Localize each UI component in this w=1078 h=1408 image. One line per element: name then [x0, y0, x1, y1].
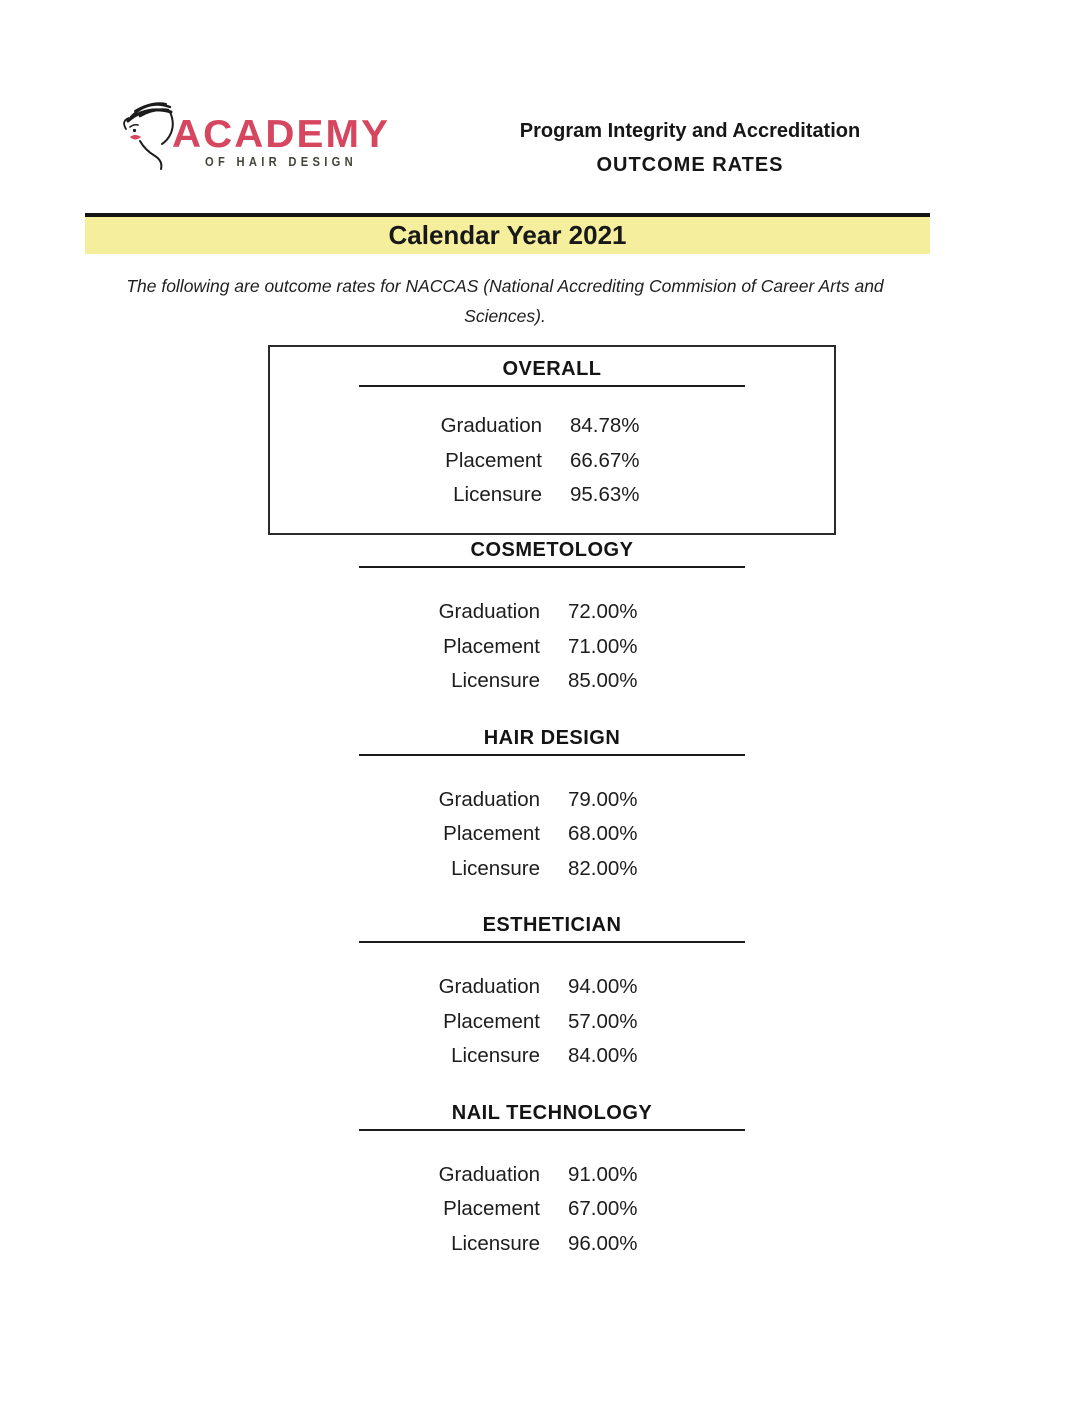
section-hair-design: [268, 727, 836, 891]
rate-row: [268, 787, 836, 822]
calendar-year-banner: [85, 213, 930, 254]
rate-label: Placement: [445, 448, 542, 472]
rate-rows: [270, 413, 834, 517]
rate-row: [268, 599, 836, 634]
rate-value: 57.00%: [568, 1009, 638, 1033]
rate-row: [268, 856, 836, 891]
rate-value: 91.00%: [568, 1162, 638, 1186]
rate-row: [268, 1162, 836, 1197]
section-cosmetology: [268, 539, 836, 703]
header-subtitle: OUTCOME RATES: [596, 154, 784, 176]
rate-value: 94.00%: [568, 975, 638, 998]
title-underline: [359, 566, 745, 568]
rate-label: Licensure: [451, 1231, 540, 1255]
rate-value: 79.00%: [568, 787, 638, 811]
rate-value: 66.67%: [570, 448, 640, 472]
rate-value: 95.63%: [570, 483, 640, 506]
logo-tagline: OF HAIR DESIGN: [205, 154, 357, 169]
title-underline: [359, 941, 745, 943]
rate-label: Placement: [443, 822, 540, 845]
rate-row: [268, 974, 836, 1009]
logo-wordmark: ACADEMY: [172, 113, 390, 156]
rate-label: Graduation: [438, 975, 540, 998]
document-header: [440, 114, 940, 182]
title-underline: [359, 1129, 745, 1131]
section-nail-technology: [268, 1102, 836, 1266]
rate-value: 68.00%: [568, 822, 638, 845]
rate-row: [268, 1231, 836, 1266]
rate-label: Placement: [443, 1009, 540, 1033]
rate-value: 72.00%: [568, 600, 638, 623]
section-overall: [268, 345, 836, 535]
rate-value: 85.00%: [568, 669, 638, 692]
intro-line-2: Sciences).: [464, 306, 546, 326]
rate-label: Graduation: [440, 414, 542, 437]
rate-row: [268, 634, 836, 669]
banner-label: Calendar Year 2021: [388, 220, 627, 250]
rate-value: 82.00%: [568, 856, 638, 880]
logo-graphic: [118, 96, 418, 176]
rate-label: Licensure: [453, 483, 542, 506]
title-underline: [359, 385, 745, 387]
rate-row: [268, 1043, 836, 1078]
header-title: Program Integrity and Accreditation: [519, 120, 861, 142]
rate-row: [268, 668, 836, 703]
rate-sections: [268, 345, 836, 1289]
rate-value: 84.78%: [570, 414, 640, 437]
section-title: COSMETOLOGY: [470, 539, 634, 561]
rate-rows: [268, 787, 836, 891]
rate-value: 71.00%: [568, 634, 638, 658]
rate-label: Licensure: [451, 1044, 540, 1067]
rate-rows: [268, 1162, 836, 1266]
rate-row: [268, 1196, 836, 1231]
rate-label: Graduation: [438, 787, 540, 811]
rate-label: Placement: [443, 1197, 540, 1220]
title-underline: [359, 754, 745, 756]
rate-label: Placement: [443, 634, 540, 658]
rate-label: Graduation: [438, 600, 540, 623]
rate-row: [270, 448, 834, 483]
rate-row: [268, 1009, 836, 1044]
section-title: HAIR DESIGN: [483, 726, 621, 749]
intro-paragraph: [60, 271, 950, 331]
section-title: OVERALL: [502, 358, 602, 380]
intro-line-1: The following are outcome rates for NACCAS (National Accrediting Commision of Career Arts and: [126, 276, 884, 296]
section-esthetician: [268, 914, 836, 1078]
rate-label: Licensure: [451, 669, 540, 692]
rate-value: 67.00%: [568, 1197, 638, 1220]
rate-row: [270, 413, 834, 448]
section-title: ESTHETICIAN: [482, 914, 622, 936]
rate-row: [268, 821, 836, 856]
academy-logo: [118, 96, 418, 181]
section-title: NAIL TECHNOLOGY: [451, 1101, 653, 1124]
face-sketch-icon: [124, 103, 173, 169]
rate-value: 96.00%: [568, 1231, 638, 1255]
rate-rows: [268, 974, 836, 1078]
rate-label: Graduation: [438, 1162, 540, 1186]
rate-label: Licensure: [451, 856, 540, 880]
rate-value: 84.00%: [568, 1044, 638, 1067]
rate-row: [270, 482, 834, 517]
rate-rows: [268, 599, 836, 703]
